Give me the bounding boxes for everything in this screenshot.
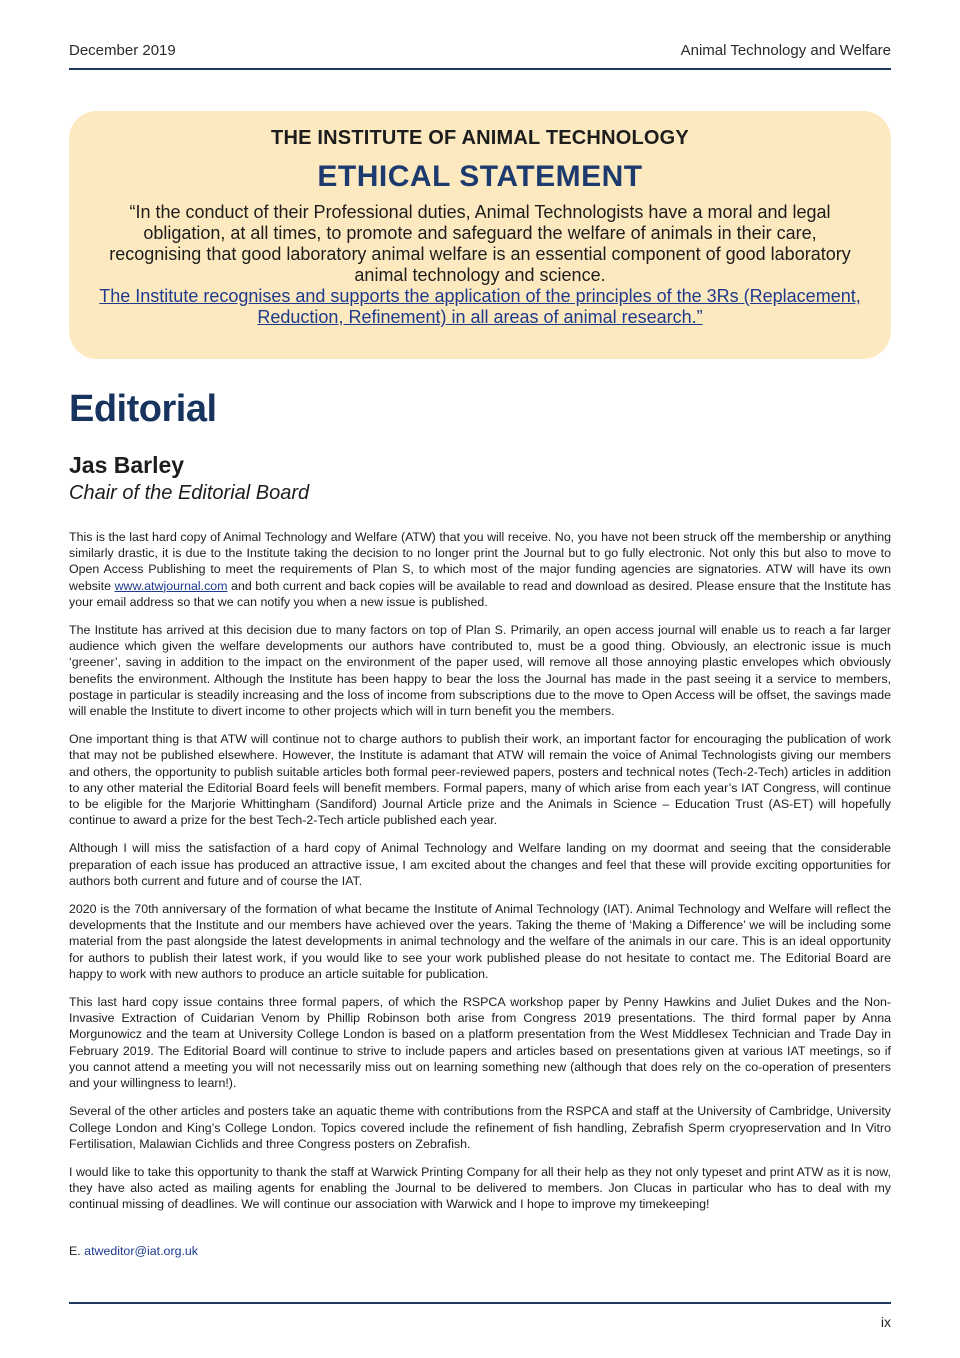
author-role: Chair of the Editorial Board xyxy=(69,482,310,504)
paragraph-4: Although I will miss the satisfaction of a hard copy of Animal Technology and Welfare landing on my doormat and seeing that the considerable preparation of each issue has produced an attractive issue, I am excited about the changes and feel that these will provide exciting opportunities for authors both current and future and of course the IAT. xyxy=(69,841,891,888)
issue-date: December 2019 xyxy=(69,42,176,59)
ethical-statement-box xyxy=(69,111,891,359)
editorial-title: Editorial xyxy=(69,388,217,430)
paragraph-5: 2020 is the 70th anniversary of the formation of what became the Institute of Animal Technology (IAT). Animal Technology and Welfare will reflect the developments that the Institute and our members have achieved over the years. Taking the theme of ‘Making a Difference’ we will be including some material from the past alongside the latest developments in animal technology and the welfare of the animals in our care. This is an ideal opportunity for authors to publish their latest work, if you would like to see your work published please do not hesitate to contact me. The Editorial Board are happy to work with new authors to produce an article suitable for publication. xyxy=(69,902,891,981)
atw-website-link[interactable]: www.atwjournal.com xyxy=(114,578,228,593)
contact-line xyxy=(69,1244,198,1258)
quote-text: “In the conduct of their Professional duties, Animal Technologists have a moral and legal obligation, at all times, to promote and safeguard the welfare of animals in their care, recognising that good laboratory animal welfare is an essential component of good laboratory animal technology and science. xyxy=(109,202,851,285)
paragraph-6: This last hard copy issue contains three formal papers, of which the RSPCA workshop paper by Penny Hawkins and Juliet Dukes and the Non-Invasive Extraction of Cuidarian Venom by Phillip Robinson both arise from Congress 2019 presentations. The third formal paper by Anna Morgunowicz and the team at University College London is based on a platform presentation from the West Middlesex Technician and Trade Day in February 2019. The Editorial Board will continue to strive to include papers and articles based on presentations given at various IAT meetings, so if you cannot attend a meeting you will not necessarily miss out on learning something new (although that does rely on the co-operation of presenters and your willingness to learn!). xyxy=(69,995,891,1091)
editorial-body xyxy=(69,529,891,1225)
journal-name: Animal Technology and Welfare xyxy=(680,42,891,59)
author-name: Jas Barley xyxy=(69,452,185,478)
paragraph-7: Several of the other articles and posters take an aquatic theme with contributions from the RSPCA and staff at the University of Cambridge, University College London and King’s College London. Topics covered include the refinement of fish handling, Zebrafish Sperm cryopreservation and In Vitro Fertilisation, Malawian Cichlids and three Congress posters on Zebrafish. xyxy=(69,1104,891,1151)
ethical-statement-title: ETHICAL STATEMENT xyxy=(317,160,643,193)
quote-3rs-text: The Institute recognises and supports the application of the principles of the 3Rs (Replacement, Reduction, Refinement) in all areas of animal research.” xyxy=(99,286,861,327)
page-header xyxy=(69,42,891,70)
editor-email-link[interactable]: atweditor@iat.org.uk xyxy=(84,1244,198,1258)
paragraph-1 xyxy=(69,529,891,610)
contact-prefix: E. xyxy=(69,1244,81,1258)
paragraph-3: One important thing is that ATW will continue not to charge authors to publish their work, an important factor for encouraging the publication of work that may not be published elsewhere. However, the Institute is adamant that ATW will remain the voice of Animal Technologists giving our members and others, the opportunity to publish suitable articles both formal peer-reviewed papers, posters and technical notes (Tech-2-Tech) articles in addition to any other material the Editorial Board feels will benefit members. Formal papers, many of which arise from each year’s IAT Congress, will continue to be eligible for the Marjorie Whittingham (Sandiford) Journal Article prize and the Animals in Science – Education Trust (AS-ET) will hopefully continue to award a prize for the best Tech-2-Tech article published each year. xyxy=(69,732,891,828)
institute-heading: THE INSTITUTE OF ANIMAL TECHNOLOGY xyxy=(271,127,689,149)
paragraph-8: I would like to take this opportunity to thank the staff at Warwick Printing Company for all their help as they not only typeset and print ATW as it is now, they have also acted as mailing agents for enabling the Journal to be delivered to members. Jon Clucas in particular who has to deal with my continual missing of deadlines. We will continue our association with Warwick and I hope to improve my timekeeping! xyxy=(69,1164,891,1212)
ethical-statement-quote xyxy=(97,202,863,328)
page-number: ix xyxy=(880,1314,891,1330)
paragraph-1-text-a: This is the last hard copy of Animal Technology and Welfare (ATW) that you will receive. No, you have not been struck off the membership or anything similarly drastic, it is due to the Institute taking the decision to no longer print the Journal but to go fully electronic. Not only this but also to move to Open Access Publishing to meet the requirements of Plan S, to which most of the major funding agencies are signatories. ATW will have its own website xyxy=(69,530,891,593)
paragraph-2: The Institute has arrived at this decision due to many factors on top of Plan S. Primarily, an open access journal will enable us to reach a far larger audience which given the welfare developments our authors have contributed to, must be a good thing. Obviously, an electronic issue is much ‘greener’, saving in addition to the impact on the environment of the paper used, will remove all those annoying plastic envelopes which obviously benefits the environment. Although the Institute has been happy to bear the loss the Journal has made in the past seeing it a service to members, postage in particular is steadily increasing and the loss of income from subscriptions due to the move to Open Access will be offset, the savings made will enable the Institute to divert income to other projects which will in turn benefit you the members. xyxy=(69,623,891,719)
footer-divider xyxy=(69,1302,891,1304)
paragraph-1-text-b: and both current and back copies will be available to read and download as desired. Please ensure that the Institute has your email address so that we can notify you when a new issue is published. xyxy=(69,578,891,609)
